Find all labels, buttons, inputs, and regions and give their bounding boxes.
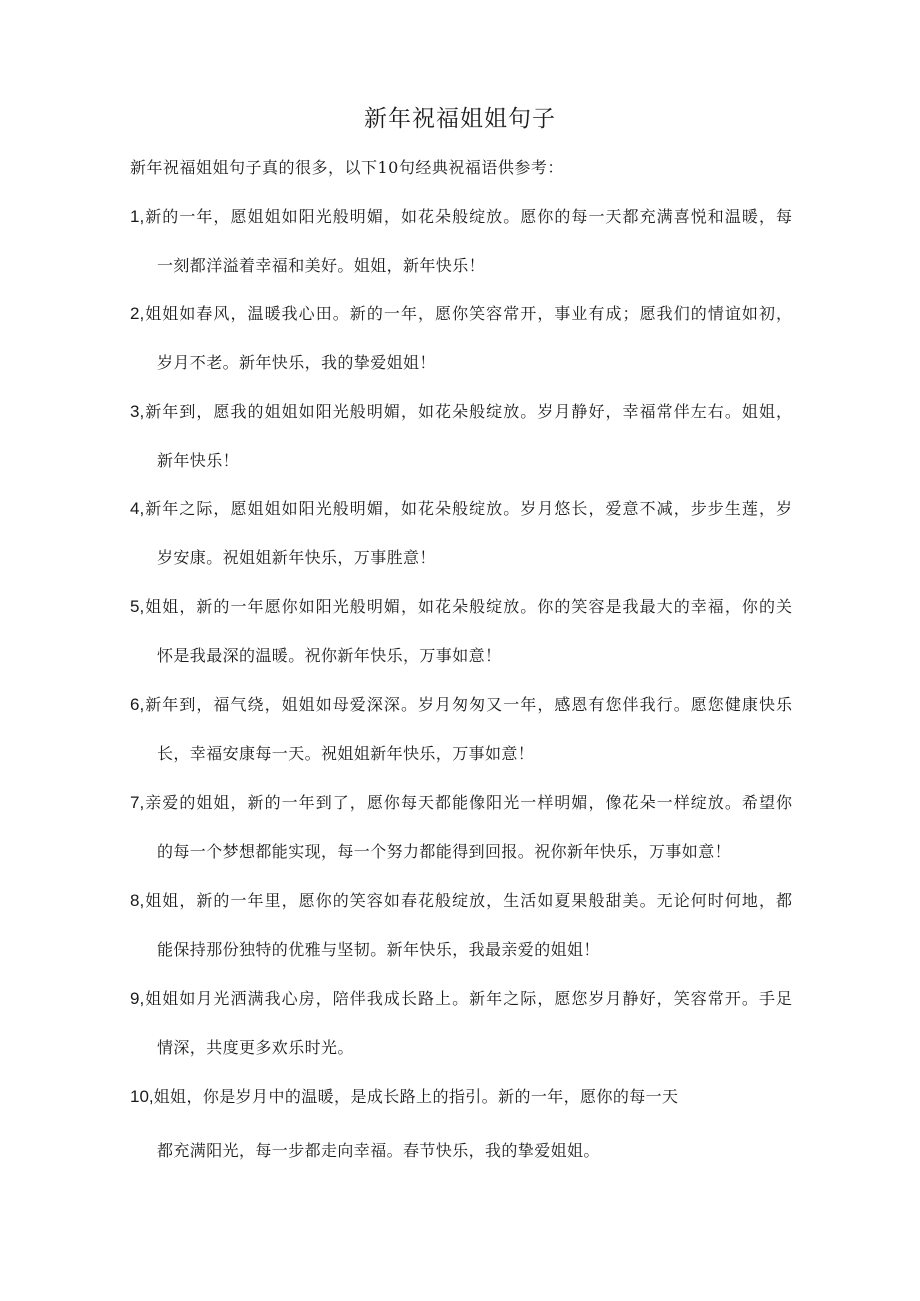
blessing-item-1-line1 xyxy=(130,205,792,229)
blessing-item-7-line1 xyxy=(130,791,792,815)
item-text: 姐姐如月光洒满我心房，陪伴我成长路上。新年之际，愿您岁月静好，笑容常开。手足 xyxy=(144,989,792,1008)
blessing-item-7-line2: 的每一个梦想都能实现，每一个努力都能得到回报。祝你新年快乐，万事如意！ xyxy=(157,842,732,861)
item-number: 10, xyxy=(130,1087,154,1106)
item-number: 5, xyxy=(130,597,145,616)
item-number: 6, xyxy=(130,695,145,714)
blessing-item-5-line2: 怀是我最深的温暖。祝你新年快乐，万事如意！ xyxy=(157,646,502,665)
blessing-item-4-line2: 岁安康。祝姐姐新年快乐，万事胜意！ xyxy=(157,548,436,567)
item-number: 4, xyxy=(130,499,145,518)
item-text: 姐姐，新的一年愿你如阳光般明媚，如花朵般绽放。你的笑容是我最大的幸福，你的关 xyxy=(144,597,792,616)
item-text: 姐姐，新的一年里，愿你的笑容如春花般绽放，生活如夏果般甜美。无论何时何地，都 xyxy=(144,891,792,910)
blessing-item-8-line1 xyxy=(130,889,792,913)
item-text: 姐姐如春风，温暖我心田。新的一年，愿你笑容常开，事业有成；愿我们的情谊如初， xyxy=(144,304,792,323)
item-text: 姐姐，你是岁月中的温暖，是成长路上的指引。新的一年，愿你的每一天 xyxy=(153,1087,679,1106)
item-number: 3, xyxy=(130,402,145,421)
item-text: 新年之际，愿姐姐如阳光般明媚，如花朵般绽放。岁月悠长，爱意不减，步步生莲，岁 xyxy=(144,499,792,518)
blessing-item-2-line1 xyxy=(130,302,792,326)
item-number: 1, xyxy=(130,207,145,226)
item-number: 2, xyxy=(130,304,145,323)
blessing-item-2-line2: 岁月不老。新年快乐，我的挚爱姐姐！ xyxy=(157,353,436,372)
blessing-item-5-line1 xyxy=(130,595,792,619)
blessing-item-10-line2: 都充满阳光，每一步都走向幸福。春节快乐，我的挚爱姐姐。 xyxy=(157,1141,600,1160)
blessing-item-9-line2: 情深，共度更多欢乐时光。 xyxy=(157,1038,354,1057)
blessing-item-10-line1 xyxy=(130,1085,678,1109)
item-text: 亲爱的姐姐，新的一年到了，愿你每天都能像阳光一样明媚，像花朵一样绽放。希望你 xyxy=(144,793,792,812)
item-number: 9, xyxy=(130,989,145,1008)
item-text: 新的一年，愿姐姐如阳光般明媚，如花朵般绽放。愿你的每一天都充满喜悦和温暖，每 xyxy=(144,207,792,226)
blessing-item-3-line1 xyxy=(130,400,792,424)
blessing-item-3-line2: 新年快乐！ xyxy=(157,451,240,470)
item-number: 7, xyxy=(130,793,145,812)
item-text: 新年到，福气绕，姐姐如母爱深深。岁月匆匆又一年，感恩有您伴我行。愿您健康快乐 xyxy=(144,695,792,714)
blessing-item-6-line1 xyxy=(130,693,792,717)
intro-paragraph: 新年祝福姐姐句子真的很多，以下10句经典祝福语供参考： xyxy=(130,158,564,177)
blessing-item-6-line2: 长，幸福安康每一天。祝姐姐新年快乐，万事如意！ xyxy=(157,744,535,763)
blessing-item-9-line1 xyxy=(130,987,792,1011)
blessing-item-1-line2: 一刻都洋溢着幸福和美好。姐姐，新年快乐！ xyxy=(157,256,486,275)
document-title: 新年祝福姐姐句子 xyxy=(364,106,556,132)
blessing-item-4-line1 xyxy=(130,497,792,521)
item-text: 新年到，愿我的姐姐如阳光般明媚，如花朵般绽放。岁月静好，幸福常伴左右。姐姐， xyxy=(144,402,792,421)
blessing-item-8-line2: 能保持那份独特的优雅与坚韧。新年快乐，我最亲爱的姐姐！ xyxy=(157,940,600,959)
item-number: 8, xyxy=(130,891,145,910)
